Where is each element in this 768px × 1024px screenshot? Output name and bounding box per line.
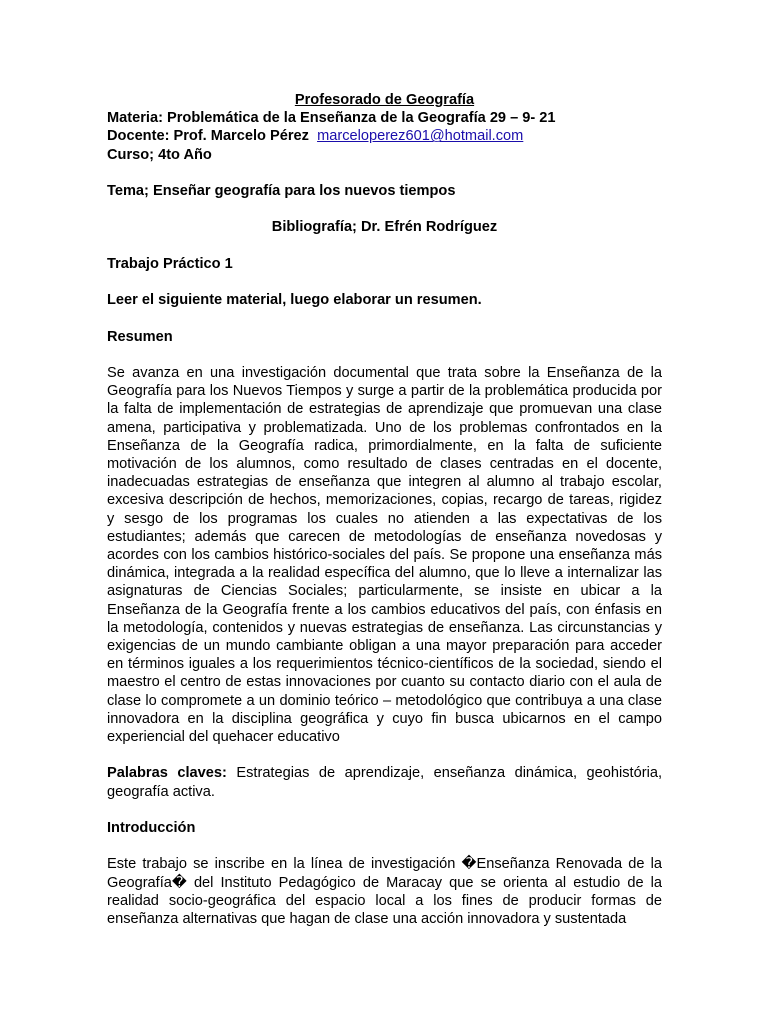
spacer bbox=[107, 309, 662, 327]
spacer bbox=[107, 801, 662, 819]
spacer bbox=[107, 746, 662, 764]
resumen-paragraph: Se avanza en una investigación documental que trata sobre la Enseñanza de la Geografía para los Nuevos Tiempos y surge a partir de la problemática producida por la falta de implementación de estrategias de aprendizaje que promuevan una clase amena, participativa y problematizada. Uno de los problemas confrontados en la Enseñanza de la Geografía radica, primordialmente, en la falta de suficiente motivación de los alumnos, como resultado de clases centradas en el docente, inadecuadas estrategias de enseñanza que integren al alumno al trabajo escolar, excesiva descripción de hechos, memorizaciones, copias, recargo de tareas, rigidez y sesgo de los programas los cuales no atienden a las expectativas de los estudiantes; además que carecen de metodologías de enseñanza novedosas y acordes con los cambios histórico-sociales del país. Se propone una enseñanza más dinámica, integrada a la realidad específica del alumno, que lo lleve a internalizar las asignaturas de Ciencias Sociales; particularmente, se insiste en ubicar a la Enseñanza de la Geografía frente a los cambios educativos del país, con énfasis en la metodología, contenidos y nuevas estrategias de enseñanza. Las circunstancias y exigencias de un mundo cambiante obligan a una mayor preparación para acceder en términos iguales a los requerimientos técnico-científicos de la sociedad, siendo el maestro el centro de estas innovaciones por cuanto su contacto diario con el aula de clase lo compromete a un dominio teórico – metodológico que contribuya a una clase innovadora en la disciplina geográfica y cuyo fin busca ubicarnos en el campo experiencial del quehacer educativo bbox=[107, 364, 662, 746]
palabras-claves-paragraph bbox=[107, 764, 662, 800]
document-page bbox=[107, 91, 662, 928]
document-title: Profesorado de Geografía bbox=[294, 92, 475, 108]
bibliografia-line: Bibliografía; Dr. Efrén Rodríguez bbox=[271, 219, 498, 236]
materia-line bbox=[107, 109, 662, 127]
spacer bbox=[107, 346, 662, 364]
tema-line: Tema; Enseñar geografía para los nuevos tiempos bbox=[107, 183, 456, 199]
spacer bbox=[107, 164, 662, 182]
consigna-line: Leer el siguiente material, luego elaborar un resumen. bbox=[107, 292, 482, 309]
curso-line: Curso; 4to Año bbox=[107, 146, 212, 163]
introduccion-heading: Introducción bbox=[107, 820, 196, 836]
docente-line bbox=[107, 127, 662, 145]
spacer bbox=[107, 200, 662, 218]
introduccion-paragraph: Este trabajo se inscribe en la línea de investigación �Enseñanza Renovada de la Geografía� del Instituto Pedagógico de Maracay que se orienta al estudio de la realidad socio-geográfica del espacio local a los fines de producir formas de enseñanza alternativas que hagan de clase una acción innovadora y sustentada bbox=[107, 856, 662, 927]
palabras-claves-text: Estrategias de aprendizaje, enseñanza dinámica, geohistória, geografía activa. bbox=[107, 765, 662, 800]
spacer bbox=[107, 237, 662, 255]
trabajo-practico-heading: Trabajo Práctico 1 bbox=[107, 255, 233, 272]
materia-text: Materia: Problemática de la Enseñanza de la Geografía 29 – 9- 21 bbox=[107, 110, 556, 127]
palabras-claves-label: Palabras claves: bbox=[107, 765, 227, 782]
spacer bbox=[107, 837, 662, 855]
docente-label: Docente: Prof. Marcelo Pérez bbox=[107, 128, 309, 145]
docente-email-link[interactable]: marceloperez601@hotmail.com bbox=[317, 128, 524, 145]
resumen-heading: Resumen bbox=[107, 328, 173, 345]
spacer bbox=[107, 273, 662, 291]
